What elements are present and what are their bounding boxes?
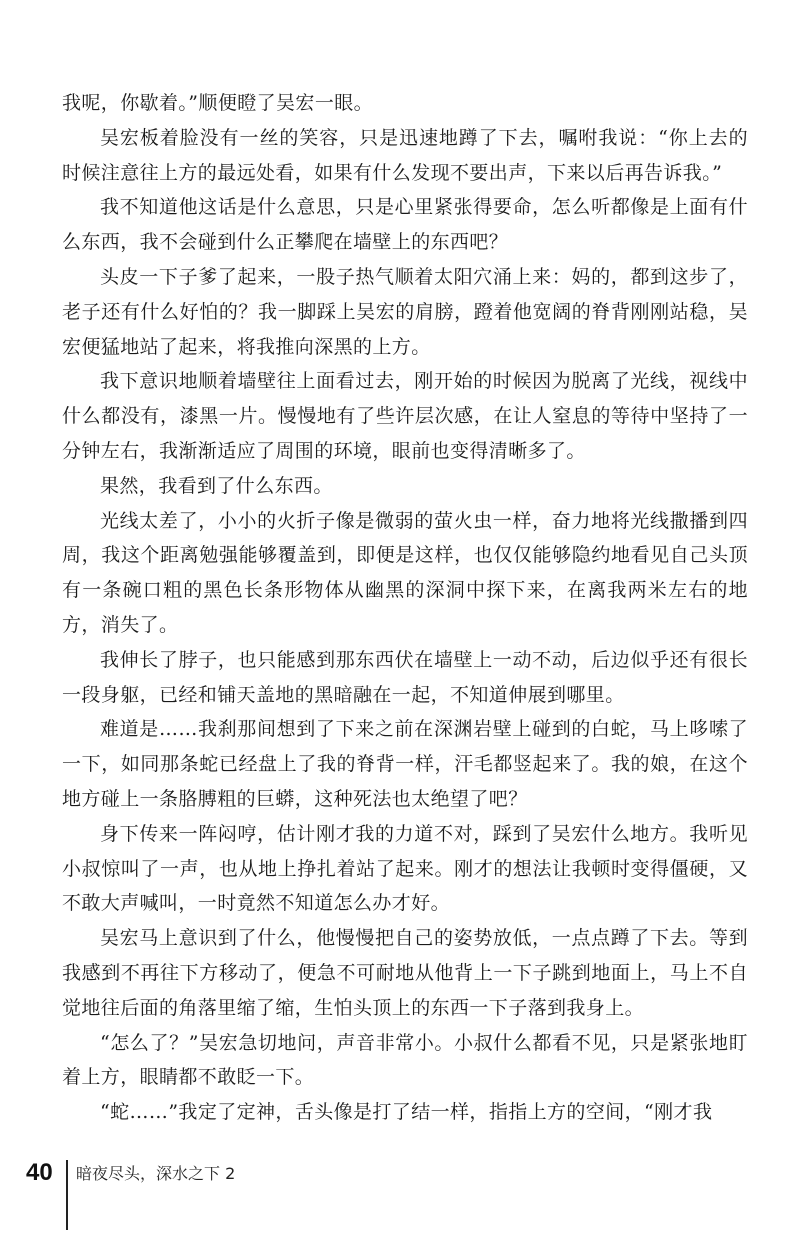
- running-title: 暗夜尽头，深水之下 2: [76, 1164, 236, 1183]
- paragraph: 我呢，你歇着。”顺便瞪了吴宏一眼。: [62, 92, 374, 114]
- paragraph: 吴宏板着脸没有一丝的笑容，只是迅速地蹲了下去，嘱咐我说：“你上去的时候注意往上方的最远处看，如果有什么发现不要出声，下来以后再告诉我。”: [62, 126, 748, 184]
- footer-divider: [66, 1160, 68, 1230]
- paragraph: 我不知道他这话是什么意思，只是心里紧张得要命，怎么听都像是上面有什么东西，我不会碰到什么正攀爬在墙壁上的东西吧？: [62, 196, 748, 254]
- paragraph: 头皮一下子爹了起来，一股子热气顺着太阳穴涌上来：妈的，都到这步了，老子还有什么好怕的？我一脚踩上吴宏的肩膀，蹬着他宽阔的脊背刚刚站稳，吴宏便猛地站了起来，将我推向深黑的上方。: [62, 265, 748, 358]
- paragraph: 身下传来一阵闷哼，估计刚才我的力道不对，踩到了吴宏什么地方。我听见小叔惊叫了一声，也从地上挣扎着站了起来。刚才的想法让我顿时变得僵硬，又不敢大声喊叫，一时竟然不知道怎么办才好。: [62, 822, 748, 915]
- paragraph: “蛇……”我定了定神，舌头像是打了结一样，指指上方的空间，“刚才我: [100, 1101, 713, 1124]
- page-footer: [26, 1158, 326, 1230]
- page-number: 40: [26, 1159, 53, 1186]
- paragraph: 难道是……我刹那间想到了下来之前在深渊岩壁上碰到的白蛇，马上哆嗦了一下，如同那条蛇已经盘上了我的脊背一样，汗毛都竖起来了。我的娘，在这个地方碰上一条胳膊粗的巨蟒，这种死法也太绝望了吧？: [62, 718, 748, 810]
- paragraph: 我下意识地顺着墙壁往上面看过去，刚开始的时候因为脱离了光线，视线中什么都没有，漆黑一片。慢慢地有了些许层次感，在让人窒息的等待中坚持了一分钟左右，我渐渐适应了周围的环境，眼前也变得清晰多了。: [62, 370, 748, 462]
- paragraph: 我伸长了脖子，也只能感到那东西伏在墙壁上一动不动，后边似乎还有很长一段身躯，已经和铺天盖地的黑暗融在一起，不知道伸展到哪里。: [62, 648, 748, 706]
- paragraph: 光线太差了，小小的火折子像是微弱的萤火虫一样，奋力地将光线撒播到四周，我这个距离勉强能够覆盖到，即便是这样，也仅仅能够隐约地看见自己头顶有一条碗口粗的黑色长条形物体从幽黑的深洞中探下来，在离我两米左右的地方，消失了。: [62, 509, 748, 636]
- paragraph: 吴宏马上意识到了什么，他慢慢把自己的姿势放低，一点点蹲了下去。等到我感到不再往下方移动了，便急不可耐地从他背上一下子跳到地面上，马上不自觉地往后面的角落里缩了缩，生怕头顶上的东西一下子落到我身上。: [62, 927, 748, 1019]
- paragraph: “怎么了？”吴宏急切地问，声音非常小。小叔什么都看不见，只是紧张地盯着上方，眼睛都不敢眨一下。: [62, 1031, 748, 1089]
- paragraph: 果然，我看到了什么东西。: [100, 474, 333, 497]
- page-body: [62, 86, 748, 1130]
